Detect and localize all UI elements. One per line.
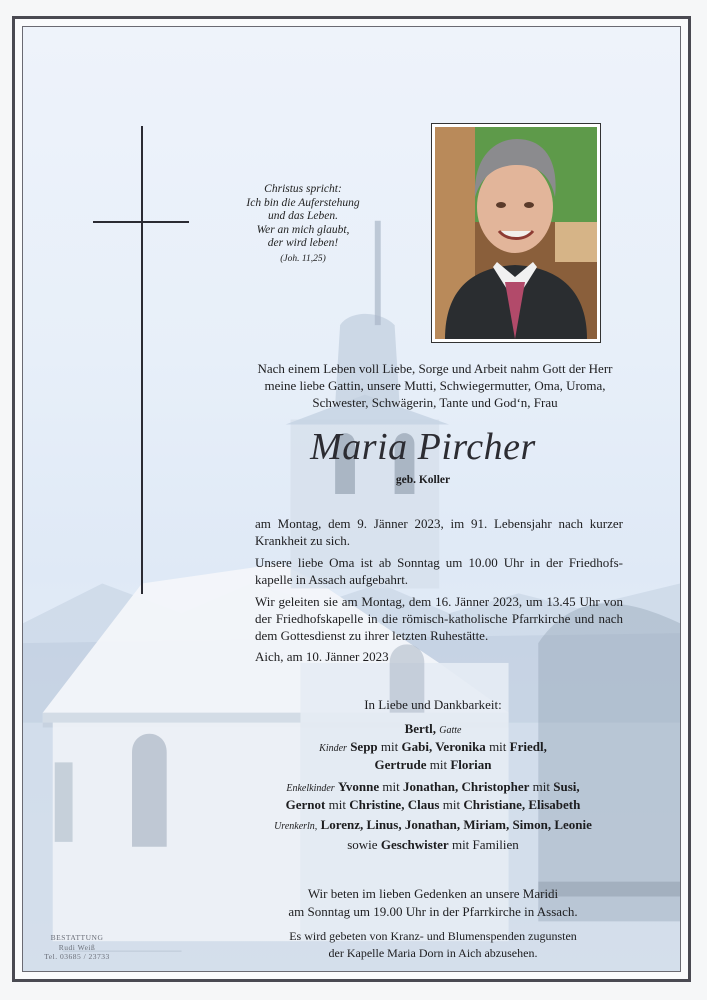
connector: , <box>401 797 408 812</box>
undertaker-line: Tel. 03685 / 23733 <box>44 952 110 961</box>
funeral-paragraph: Wir geleiten sie am Montag, dem 16. Jänner 2023, um 13.45 Uhr von der Friedhofskapelle in die römisch-katholische Pfarrkirche und nach dem Gottesdienst zu ihrer letzten Ruhestätte. <box>255 594 623 643</box>
connector: , <box>576 779 580 794</box>
mourner-name: Florian <box>450 757 492 772</box>
mourner-grandchildren-line-1 <box>223 778 643 798</box>
death-notice-paragraph: am Montag, dem 9. Jänner 2023, im 91. Lebensjahr nach kurzer Krankheit zu sich. <box>255 516 623 548</box>
undertaker-stamp <box>37 933 117 962</box>
place-date: Aich, am 10. Jänner 2023 <box>255 649 389 664</box>
mourner-name: Gertrude <box>374 757 427 772</box>
mourner-name: Gabi <box>401 739 429 754</box>
connector: mit <box>485 739 510 754</box>
prayer-line-1: Wir beten im lieben Gedenken an unsere Maridi <box>307 886 559 901</box>
connector: mit Familien <box>448 837 519 852</box>
portrait-illustration <box>435 127 597 339</box>
mourner-name: Friedl <box>509 739 544 754</box>
quote-line: Ich bin die Auferstehung <box>246 196 360 209</box>
cross-horizontal-bar <box>93 221 189 223</box>
mourner-names: Lorenz, Linus, Jonathan, Miriam, Simon, Leonie <box>320 817 592 832</box>
deceased-name: Maria Pircher <box>310 426 536 468</box>
mourners-heading: In Liebe und Dankbarkeit: <box>364 697 502 712</box>
mourner-name: Christiane <box>463 797 522 812</box>
mourner-children-line-2 <box>223 756 643 774</box>
obituary-sheet <box>12 16 691 982</box>
quote-reference: (Joh. 11,25) <box>280 253 326 264</box>
mourner-children-line-1 <box>223 738 643 758</box>
connector: mit <box>325 797 350 812</box>
mourner-grandchildren-line-2 <box>223 796 643 814</box>
connector: , <box>543 739 547 754</box>
mourner-name: Sepp <box>350 739 378 754</box>
mourner-name: Claus <box>407 797 440 812</box>
mourner-name: Christine <box>349 797 402 812</box>
great-grandchildren-relation: Urenkerln, <box>274 821 318 832</box>
mourner-great-grandchildren <box>223 816 643 836</box>
quote-line: Christus spricht: <box>264 183 342 195</box>
mourner-name: Jonathan <box>402 779 455 794</box>
cross-vertical-bar <box>141 126 143 594</box>
connector: mit <box>439 797 464 812</box>
bible-quote <box>228 183 378 266</box>
quote-line: der wird leben! <box>267 237 339 249</box>
grandchildren-relation: Enkelkinder <box>286 783 335 794</box>
connector: , <box>428 739 436 754</box>
donation-request-line-2: der Kapelle Maria Dorn in Aich abzusehen. <box>328 946 538 960</box>
undertaker-line: BESTATTUNG <box>50 933 104 942</box>
intro-text: Nach einem Leben voll Liebe, Sorge und Arbeit nahm Gott der Herr meine liebe Gattin, unsere Mutti, Schwiegermutter, Oma, Uroma, Schwester, Schwägerin, Tante und God‘n, Frau <box>257 361 613 410</box>
maiden-name: geb. Koller <box>395 474 451 486</box>
portrait-photo-frame <box>431 123 601 343</box>
prayer-line-2: am Sonntag um 19.00 Uhr in der Pfarrkirche in Assach. <box>288 904 578 919</box>
spouse-relation: Gatte <box>439 725 462 736</box>
quote-line: und das Leben. <box>268 210 338 222</box>
children-relation: Kinder <box>319 743 347 754</box>
mourner-name: Geschwister <box>380 837 449 852</box>
portrait-photo <box>435 127 597 339</box>
connector: mit <box>529 779 554 794</box>
viewing-paragraph: Unsere liebe Oma ist ab Sonntag um 10.00 Uhr in der Friedhofskapelle in Assach aufgebahrt. <box>255 555 623 587</box>
connector: mit <box>377 739 402 754</box>
connector: , <box>455 779 462 794</box>
mourner-name: Gernot <box>285 797 326 812</box>
quote-line: Wer an mich glaubt, <box>256 223 350 236</box>
mourner-spouse <box>223 720 643 740</box>
mourner-name: Susi <box>553 779 577 794</box>
mourner-name: Elisabeth <box>528 797 581 812</box>
connector: sowie <box>347 837 381 852</box>
mourner-name: Veronika <box>435 739 486 754</box>
connector: mit <box>379 779 403 794</box>
mourner-name: Christopher <box>461 779 530 794</box>
mourner-name: Yvonne <box>337 779 380 794</box>
donation-request-line-1: Es wird gebeten von Kranz- und Blumenspenden zugunsten <box>289 929 577 943</box>
undertaker-line: Rudi Weiß <box>58 942 96 952</box>
connector: mit <box>426 757 451 772</box>
connector: , <box>521 797 529 812</box>
spouse-name: Bertl, <box>404 721 436 736</box>
obituary-inner-frame <box>22 26 681 972</box>
mourner-siblings <box>223 836 643 854</box>
